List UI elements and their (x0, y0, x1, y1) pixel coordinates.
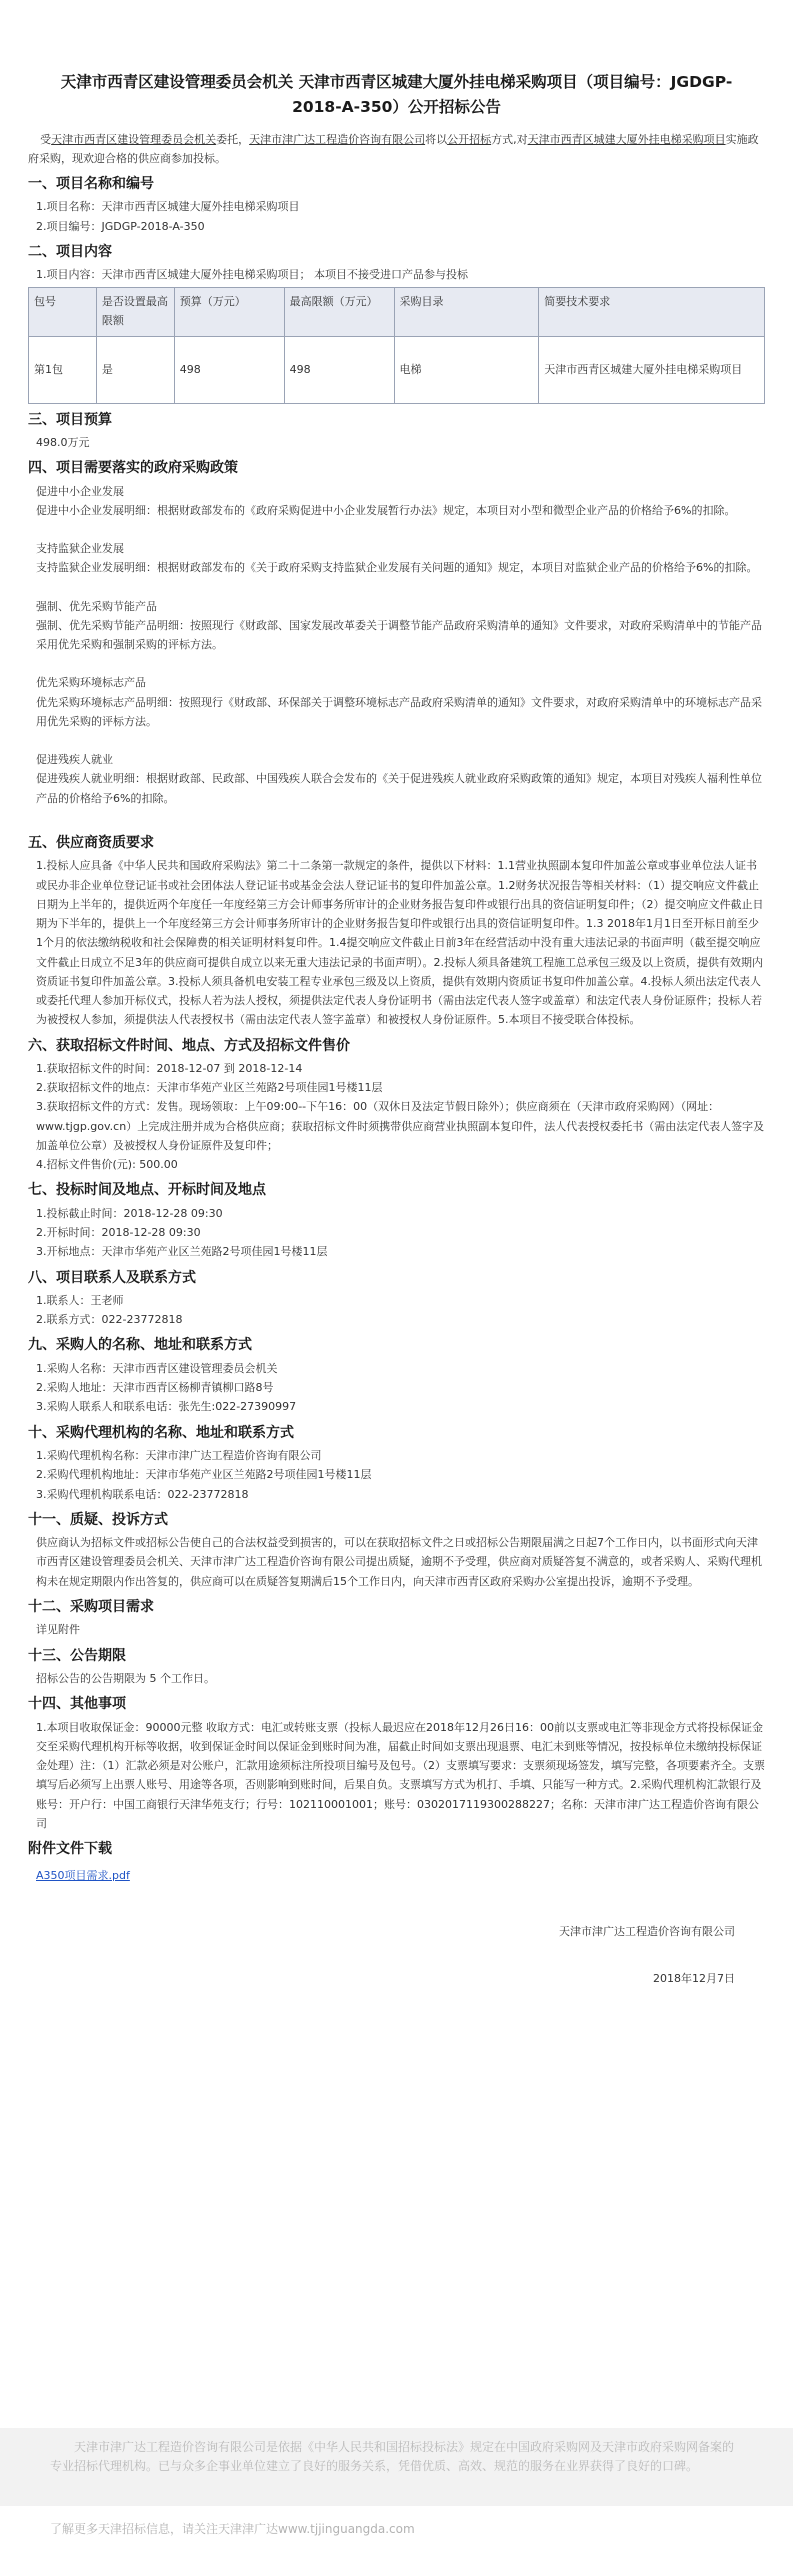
intro-text: 委托， (216, 132, 250, 146)
notice-period: 招标公告的公告期限为 5 个工作日。 (36, 1671, 215, 1685)
section-title: 六、获取招标文件时间、地点、方式及招标文件售价 (28, 1037, 350, 1054)
intro-text: 受 (40, 132, 52, 146)
table-cell: 是 (96, 336, 174, 403)
table-cell: 天津市西青区城建大厦外挂电梯采购项目 (539, 336, 765, 403)
table-header: 最高限额（万元） (284, 287, 394, 336)
bid-deadline: 1.投标截止时间：2018-12-28 09:30 (36, 1206, 223, 1220)
section-title: 九、采购人的名称、地址和联系方式 (28, 1337, 252, 1354)
policy-heading: 促进残疾人就业 (36, 753, 113, 767)
section-title: 五、供应商资质要求 (28, 834, 154, 851)
section-title: 十三、公告期限 (28, 1647, 126, 1664)
signature: 天津市津广达工程造价咨询有限公司 (559, 1924, 735, 1938)
table-row (29, 336, 765, 403)
budget-value: 498.0万元 (36, 436, 90, 450)
policy-detail: 优先采购环境标志产品明细：按照现行《财政部、环保部关于调整环境标志产品政府采购清单的通知》文件要求，对政府采购清单中的环境标志产品采用优先采购的评标方法。 (36, 695, 762, 728)
table-header: 是否设置最高限额 (96, 287, 174, 336)
document-method: 3.获取招标文件的方式：发售。现场领取：上午09:00--下午16：00（双休日及法定节假日除外）；供应商须在（天津市政府采购网）（网址：www.tjgp.gov.cn）上完成注册并成为合格供应商；获取招标文件时须携带供应商营业执照副本复印件，法人代表授权委托书（需由法定代表人签字及加盖单位公章）及被授权人身份证原件及复印件； (36, 1100, 765, 1152)
opening-time: 2.开标时间：2018-12-28 09:30 (36, 1226, 201, 1240)
qualification-requirements: 1.投标人应具备《中华人民共和国政府采购法》第二十二条第一款规定的条件，提供以下材料：1.1营业执照副本复印件加盖公章或事业单位法人证书或民办非企业单位登记证书或社会团体法人登记证书或基金会法人登记证书的复印件加盖公章。1.2财务状况报告等相关材料：（1）提交响应文件截止日期为上半年的，提供近两个年度任一年度经第三方会计师事务所审计的企业财务报告复印件或银行出具的资信证明复印件；（2）提交响应文件截止日期为下半年的，提供上一个年度经第三方会计师事务所审计的企业财务报告复印件或银行出具的资信证明复印件。1.3 2018年1月1日至开标日前至少1个月的依法缴纳税收和社会保障费的相关证明材料复印件。1.4提交响应文件截止日前3年在经营活动中没有重大违法记录的书面声明（截至提交响应文件截止日成立不足3年的供应商可提供自成立以来无重大违法记录的书面声明）。2.投标人须具备建筑工程施工总承包三级及以上资质，提供有效期内资质证书复印件加盖公章。3.投标人须具备机电安装工程专业承包三级及以上资质，提供有效期内资质证书复印件加盖公章。4.投标人须出法定代表人或委托代理人参加开标仪式，投标人若为法人授权，须提供法定代表人身份证明书（需由法定代表人签字或盖章）和法定代表人身份证原件；投标人若为被授权人参加，须提供法人代表授权书（需由法定代表人签字盖章）和被授权人身份证原件。5.本项目不接受联合体投标。 (36, 859, 764, 1027)
table-header: 包号 (29, 287, 97, 336)
policy-heading: 支持监狱企业发展 (36, 542, 124, 556)
section-title: 三、项目预算 (28, 411, 112, 428)
purchaser-name: 1.采购人名称：天津市西青区建设管理委员会机关 (36, 1361, 278, 1375)
section-title: 一、项目名称和编号 (28, 176, 154, 193)
other-matters: 1.本项目收取保证金：90000元整 收取方式：电汇或转账支票（投标人最迟应在2018年12月26日16：00前以支票或电汇等非现金方式将投标保证金交至采购代理机构开标等收据，收到保证金时间以保证金到账时间为准，届截止时间如支票出现退票、电汇未到账等情况，按投标单位未缴纳投标保证金处理）注：（1）汇款必须是对公账户，汇款用途须标注所投项目编号及包号。（2）支票填写要求：支票须现场签发，填写完整，各项要素齐全。支票填写后必须写上出票人账号、用途等各项，否则影响到账时间，后果自负。支票填写方式为机打、手填、只能写一种方式。2.采购代理机构汇款银行及账号：开户行：中国工商银行天津华苑支行；行号：102110001001；账号：0302017119300288227；名称：天津市津广达工程造价咨询有限公司 (36, 1720, 765, 1830)
section-title: 十、采购代理机构的名称、地址和联系方式 (28, 1424, 294, 1441)
intro-text: 方式,对 (491, 132, 528, 146)
section-title: 十二、采购项目需求 (28, 1598, 154, 1615)
document-price: 4.招标文件售价(元): 500.00 (36, 1158, 178, 1172)
footer-more-info: 了解更多天津招标信息，请关注天津津广达www.tjjinguangda.com (50, 2522, 415, 2536)
table-header: 预算（万元） (174, 287, 284, 336)
contact-phone: 2.联系方式：022-23772818 (36, 1313, 183, 1327)
section-title: 十一、质疑、投诉方式 (28, 1511, 168, 1528)
spacer (28, 731, 765, 750)
policy-heading: 促进中小企业发展 (36, 484, 124, 498)
intro-paragraph (28, 130, 765, 169)
agency-phone: 3.采购代理机构联系电话：022-23772818 (36, 1487, 249, 1501)
policy-detail: 支持监狱企业发展明细：根据财政部发布的《关于政府采购支持监狱企业发展有关问题的通知》规定，本项目对监狱企业产品的价格给予6%的扣除。 (36, 561, 758, 575)
document-location: 2.获取招标文件的地点：天津市华苑产业区兰苑路2号项佳园1号楼11层 (36, 1081, 383, 1095)
spacer (28, 520, 765, 539)
attachments-title: 附件文件下载 (28, 1841, 112, 1858)
intro-text: 将以 (425, 132, 448, 146)
complaint-method: 供应商认为招标文件或招标公告使自己的合法权益受到损害的，可以在获取招标文件之日或招标公告期限届满之日起7个工作日内，以书面形式向天津市西青区建设管理委员会机关、天津市津广达工程造价咨询有限公司提出质疑，逾期不予受理，供应商对质疑答复不满意的，或者采购人、采购代理机构未在规定期限内作出答复的，供应商可以在质疑答复期满后15个工作日内，向天津市西青区政府采购办公室提出投诉，逾期不予受理。 (36, 1536, 762, 1588)
project-content: 1.项目内容：天津市西青区城建大厦外挂电梯采购项目； 本项目不接受进口产品参与投标 (36, 268, 468, 282)
intro-method: 公开招标 (447, 132, 492, 146)
page-title: 天津市西青区建设管理委员会机关 天津市西青区城建大厦外挂电梯采购项目（项目编号：JGDGP-2018-A-350）公开招标公告 (60, 73, 733, 116)
attachment-link[interactable]: A350项目需求.pdf (36, 1869, 130, 1883)
agency-address: 2.采购代理机构地址：天津市华苑产业区兰苑路2号项佳园1号楼11层 (36, 1468, 372, 1482)
spacer (28, 654, 765, 673)
purchaser-address: 2.采购人地址：天津市西青区杨柳青镇柳口路8号 (36, 1381, 274, 1395)
policy-heading: 强制、优先采购节能产品 (36, 599, 157, 613)
table-cell: 电梯 (394, 336, 539, 403)
intro-agency: 天津市津广达工程造价咨询有限公司 (249, 132, 426, 146)
section-title: 四、项目需要落实的政府采购政策 (28, 460, 238, 477)
table-cell: 498 (284, 336, 394, 403)
table-cell: 第1包 (29, 336, 97, 403)
opening-location: 3.开标地点：天津市华苑产业区兰苑路2号项佳园1号楼11层 (36, 1245, 328, 1259)
policy-detail: 促进残疾人就业明细：根据财政部、民政部、中国残疾人联合会发布的《关于促进残疾人就业政府采购政策的通知》规定，本项目对残疾人福利性单位产品的价格给予6%的扣除。 (36, 772, 762, 805)
section-title: 八、项目联系人及联系方式 (28, 1269, 196, 1286)
agency-name: 1.采购代理机构名称：天津市津广达工程造价咨询有限公司 (36, 1449, 322, 1462)
table-cell: 498 (174, 336, 284, 403)
section-title: 二、项目内容 (28, 243, 112, 260)
footer-company-info: 天津市津广达工程造价咨询有限公司是依据《中华人民共和国招标投标法》规定在中国政府采购网及天津市政府采购网备案的专业招标代理机构。已与众多企事业单位建立了良好的服务关系，凭借优质、高效、规范的服务在业界获得了良好的口碑。 (0, 2428, 793, 2506)
announcement-date: 2018年12月7日 (653, 1971, 735, 1985)
spacer (28, 578, 765, 597)
policy-heading: 优先采购环境标志产品 (36, 676, 146, 690)
contact-person: 1.联系人：王老师 (36, 1293, 124, 1307)
spacer (28, 808, 765, 827)
project-number: 2.项目编号：JGDGP-2018-A-350 (36, 219, 205, 233)
requirements-note: 详见附件 (36, 1623, 80, 1637)
intro-project: 天津市西青区城建大厦外挂电梯采购项目 (527, 132, 726, 146)
document-time: 1.获取招标文件的时间：2018-12-07 到 2018-12-14 (36, 1061, 303, 1075)
announcement-document (28, 70, 765, 1988)
table-header-row (29, 287, 765, 336)
table-header: 简要技术要求 (539, 287, 765, 336)
package-table (28, 287, 765, 404)
intro-purchaser: 天津市西青区建设管理委员会机关 (51, 132, 217, 146)
section-title: 七、投标时间及地点、开标时间及地点 (28, 1182, 266, 1199)
table-header: 采购目录 (394, 287, 539, 336)
project-name: 1.项目名称：天津市西青区城建大厦外挂电梯采购项目 (36, 200, 300, 214)
policy-detail: 促进中小企业发展明细：根据财政部发布的《政府采购促进中小企业发展暂行办法》规定，本项目对小型和微型企业产品的价格给予6%的扣除。 (36, 503, 736, 517)
purchaser-contact: 3.采购人联系人和联系电话：张先生:022-27390997 (36, 1400, 297, 1414)
section-title: 十四、其他事项 (28, 1696, 126, 1713)
policy-detail: 强制、优先采购节能产品明细：按照现行《财政部、国家发展改革委关于调整节能产品政府采购清单的通知》文件要求，对政府采购清单中的节能产品采用优先采购和强制采购的评标方法。 (36, 618, 762, 652)
intro-text: 实施政府采购，现欢迎合格的供应商参加投标。 (28, 132, 759, 165)
